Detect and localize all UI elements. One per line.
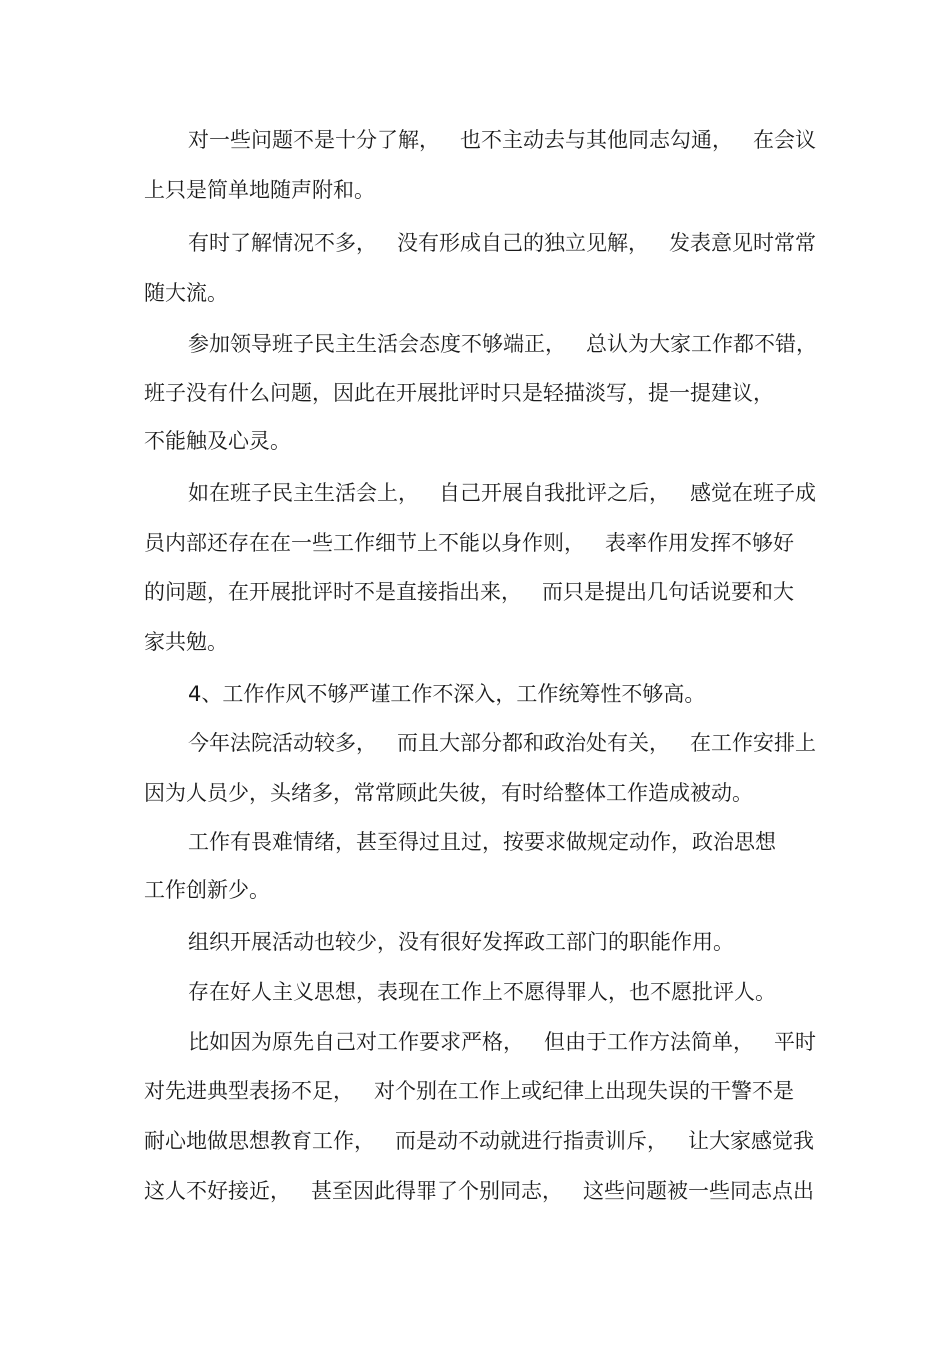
text-line: 对先进典型表扬不足， 对个别在工作上或纪律上出现失误的干警不是 xyxy=(144,1079,795,1103)
text-line: 因为人员少，头绪多，常常顾此失彼，有时给整体工作造成被动。 xyxy=(144,781,753,805)
text-line: 存在好人主义思想，表现在工作上不愿得罪人，也不愿批评人。 xyxy=(188,980,776,1004)
text-line: 参加领导班子民主生活会态度不够端正， 总认为大家工作都不错， xyxy=(188,332,818,356)
text-line: 工作有畏难情绪，甚至得过且过，按要求做规定动作，政治思想 xyxy=(188,830,776,854)
text-line: 4、工作作风不够严谨工作不深入，工作统筹性不够高。 xyxy=(188,682,706,706)
text-line: 今年法院活动较多， 而且大部分都和政治处有关， 在工作安排上 xyxy=(188,731,817,755)
text-line: 不能触及心灵。 xyxy=(144,429,291,453)
text-line: 的问题，在开展批评时不是直接指出来， 而只是提出几句话说要和大 xyxy=(144,580,795,604)
text-line: 班子没有什么问题，因此在开展批评时只是轻描淡写，提一提建议， xyxy=(144,381,774,405)
text-line: 比如因为原先自己对工作要求严格， 但由于工作方法简单， 平时 xyxy=(188,1030,817,1054)
text-line: 家共勉。 xyxy=(144,630,228,654)
text-line: 员内部还存在在一些工作细节上不能以身作则， 表率作用发挥不够好 xyxy=(144,531,795,555)
text-line: 耐心地做思想教育工作， 而是动不动就进行指责训斥， 让大家感觉我 xyxy=(144,1129,815,1153)
text-line: 上只是简单地随声附和。 xyxy=(144,178,375,202)
text-line: 工作创新少。 xyxy=(144,878,270,902)
text-line: 这人不好接近， 甚至因此得罪了个别同志， 这些问题被一些同志点出 xyxy=(144,1179,815,1203)
text-line: 随大流。 xyxy=(144,281,228,305)
text-line: 有时了解情况不多， 没有形成自己的独立见解， 发表意见时常常 xyxy=(188,231,817,255)
text-line: 对一些问题不是十分了解， 也不主动去与其他同志勾通， 在会议 xyxy=(188,128,817,152)
text-line: 组织开展活动也较少，没有很好发挥政工部门的职能作用。 xyxy=(188,930,734,954)
text-line: 如在班子民主生活会上， 自己开展自我批评之后， 感觉在班子成 xyxy=(188,481,817,505)
